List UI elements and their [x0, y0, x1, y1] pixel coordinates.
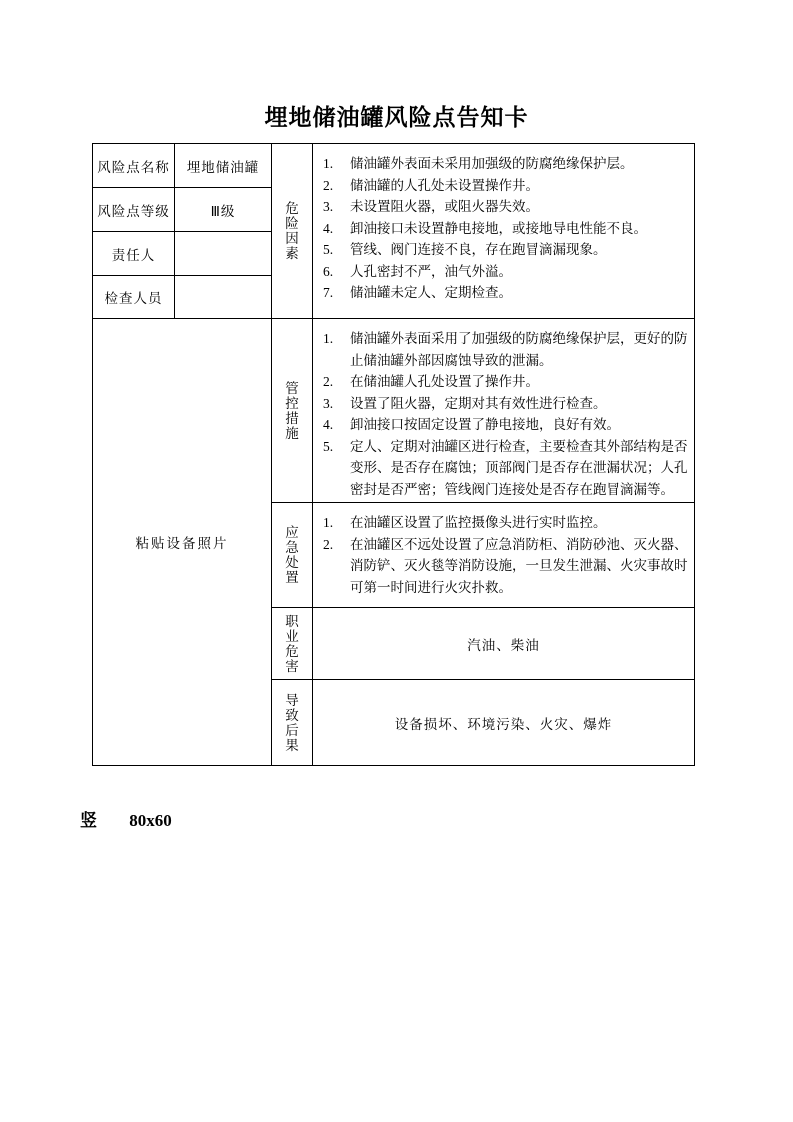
- list-item: 人孔密封不严，油气外溢。: [350, 263, 512, 279]
- size-label: 80x60: [129, 811, 172, 830]
- info-label-risk-point-level: 风险点等级: [93, 188, 175, 232]
- list-item: 在油罐区不远处设置了应急消防柜、消防砂池、灭火器、消防铲、灭火毯等消防设施，一旦发生泄漏、火灾事故时可第一时间进行火灾扑救。: [350, 536, 688, 595]
- emergency-response-list: [313, 512, 692, 598]
- list-item: 卸油接口按固定设置了静电接地，良好有效。: [350, 417, 620, 432]
- info-value-risk-point-level: Ⅲ级: [175, 188, 272, 232]
- control-measures-cell: [313, 319, 695, 503]
- page-title: 埋地储油罐风险点告知卡: [264, 105, 529, 130]
- occupational-hazard-vertical-label: 职业危害: [285, 613, 299, 674]
- info-label-inspector: 检查人员: [93, 276, 175, 319]
- hazard-factors-list: [313, 153, 692, 304]
- control-measures-vertical-label: 管控措施: [285, 380, 299, 441]
- footer-note: [80, 806, 172, 831]
- consequences-vertical-label: 导致后果: [285, 692, 299, 753]
- list-item: 管线、阀门连接不良，存在跑冒滴漏现象。: [350, 242, 607, 257]
- section-label-occupational-hazard: [272, 608, 313, 680]
- list-item: 在油罐区设置了监控摄像头进行实时监控。: [350, 515, 607, 530]
- emergency-response-cell: [313, 503, 695, 608]
- risk-card-table: [92, 143, 695, 766]
- consequences-value: 设备损坏、环境污染、火灾、爆炸: [313, 680, 695, 766]
- list-item: 储油罐未定人、定期检查。: [350, 285, 512, 300]
- list-item: 未设置阻火器，或阻火器失效。: [350, 199, 539, 214]
- hazard-factors-cell: [313, 144, 695, 319]
- section-label-emergency-response: [272, 503, 313, 608]
- hazard-factors-vertical-label: 危险因素: [285, 201, 299, 261]
- section-label-hazard-factors: [272, 144, 313, 319]
- control-measures-list: [313, 328, 692, 500]
- info-label-responsible-person: 责任人: [93, 232, 175, 276]
- list-item: 储油罐外表面未采用加强级的防腐绝缘保护层。: [350, 156, 634, 171]
- list-item: 储油罐的人孔处未设置操作井。: [350, 177, 539, 193]
- list-item: 定人、定期对油罐区进行检查，主要检查其外部结构是否变形、是否存在腐蚀；顶部阀门是否存在泄漏状况；人孔密封是否严密；管线阀门连接处是否存在跑冒滴漏等。: [350, 438, 688, 497]
- list-item: 在储油罐人孔处设置了操作井。: [350, 374, 539, 389]
- section-label-control-measures: [272, 319, 313, 503]
- list-item: 储油罐外表面采用了加强级的防腐绝缘保护层，更好的防止储油罐外部因腐蚀导致的泄漏。: [350, 331, 688, 368]
- emergency-response-vertical-label: 应急处置: [285, 525, 299, 585]
- orientation-label: 竖: [80, 811, 97, 830]
- photo-placeholder-cell: 粘贴设备照片: [93, 319, 272, 766]
- list-item: 设置了阻火器，定期对其有效性进行检查。: [350, 395, 607, 411]
- info-value-inspector: [175, 276, 272, 319]
- info-label-risk-point-name: 风险点名称: [93, 144, 175, 188]
- section-label-consequences: [272, 680, 313, 766]
- info-value-risk-point-name: 埋地储油罐: [175, 144, 272, 188]
- list-item: 卸油接口未设置静电接地，或接地导电性能不良。: [350, 220, 647, 236]
- occupational-hazard-value: 汽油、柴油: [313, 608, 695, 680]
- info-value-responsible-person: [175, 232, 272, 276]
